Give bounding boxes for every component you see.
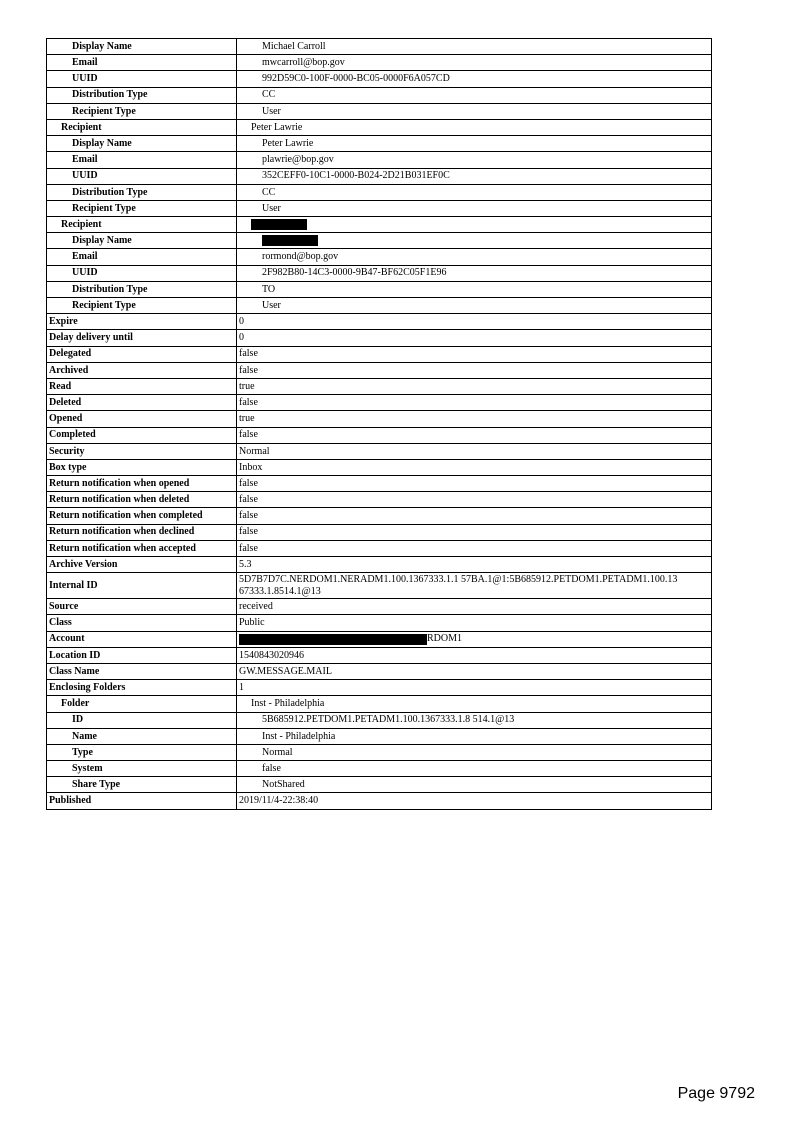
table-row	[47, 119, 712, 135]
property-value: Peter Lawrie	[237, 136, 712, 152]
property-key: Internal ID	[47, 573, 237, 599]
property-value: plawrie@bop.gov	[237, 152, 712, 168]
table-row	[47, 71, 712, 87]
table-row	[47, 103, 712, 119]
property-key: Recipient Type	[47, 103, 237, 119]
table-row	[47, 663, 712, 679]
property-key: Recipient Type	[47, 200, 237, 216]
property-key: Distribution Type	[47, 87, 237, 103]
table-row	[47, 362, 712, 378]
property-key: Class Name	[47, 663, 237, 679]
property-key: Recipient Type	[47, 298, 237, 314]
property-value: false	[237, 524, 712, 540]
table-row	[47, 314, 712, 330]
property-key: Return notification when opened	[47, 476, 237, 492]
property-value: false	[237, 508, 712, 524]
property-key: Archive Version	[47, 557, 237, 573]
property-key: Security	[47, 443, 237, 459]
property-value: 1540843020946	[237, 647, 712, 663]
property-key: Account	[47, 631, 237, 647]
table-row	[47, 87, 712, 103]
table-row	[47, 281, 712, 297]
property-value: Public	[237, 615, 712, 631]
property-key: UUID	[47, 71, 237, 87]
property-value: Normal	[237, 744, 712, 760]
property-key: Display Name	[47, 233, 237, 249]
table-row	[47, 168, 712, 184]
property-key: UUID	[47, 168, 237, 184]
property-key: Class	[47, 615, 237, 631]
property-key: Delay delivery until	[47, 330, 237, 346]
table-row	[47, 249, 712, 265]
property-key: Source	[47, 599, 237, 615]
property-value: NotShared	[237, 777, 712, 793]
property-key: Published	[47, 793, 237, 809]
property-value: rormond@bop.gov	[237, 249, 712, 265]
property-key: Type	[47, 744, 237, 760]
property-value: received	[237, 599, 712, 615]
property-key: Recipient	[47, 119, 237, 135]
property-value: false	[237, 761, 712, 777]
property-key: Display Name	[47, 136, 237, 152]
property-value: 352CEFF0-10C1-0000-B024-2D21B031EF0C	[237, 168, 712, 184]
table-row	[47, 330, 712, 346]
table-row	[47, 712, 712, 728]
property-value: User	[237, 200, 712, 216]
property-value: false	[237, 427, 712, 443]
property-value: Inst - Philadelphia	[237, 728, 712, 744]
property-key: UUID	[47, 265, 237, 281]
table-row	[47, 298, 712, 314]
property-value: GW.MESSAGE.MAIL	[237, 663, 712, 679]
property-value: User	[237, 103, 712, 119]
property-key: Archived	[47, 362, 237, 378]
table-row	[47, 573, 712, 599]
property-value: 1	[237, 680, 712, 696]
property-key: Return notification when completed	[47, 508, 237, 524]
redaction-block	[262, 235, 318, 246]
table-row	[47, 378, 712, 394]
property-key: Return notification when deleted	[47, 492, 237, 508]
property-key: Email	[47, 152, 237, 168]
property-value: mwcarroll@bop.gov	[237, 55, 712, 71]
property-key: Name	[47, 728, 237, 744]
table-row	[47, 411, 712, 427]
table-row	[47, 557, 712, 573]
table-row	[47, 233, 712, 249]
property-key: ID	[47, 712, 237, 728]
redaction-block	[251, 219, 307, 230]
table-row	[47, 136, 712, 152]
property-key: Expire	[47, 314, 237, 330]
property-key: Location ID	[47, 647, 237, 663]
table-row	[47, 184, 712, 200]
property-value: Normal	[237, 443, 712, 459]
property-value: Inbox	[237, 459, 712, 475]
table-row	[47, 728, 712, 744]
property-key: Opened	[47, 411, 237, 427]
property-key: Return notification when declined	[47, 524, 237, 540]
redaction-block	[239, 634, 427, 645]
property-value: false	[237, 476, 712, 492]
table-row	[47, 443, 712, 459]
property-value: false	[237, 540, 712, 556]
table-row	[47, 540, 712, 556]
property-key: Delegated	[47, 346, 237, 362]
table-row	[47, 647, 712, 663]
property-key: Enclosing Folders	[47, 680, 237, 696]
property-value: User	[237, 298, 712, 314]
table-row	[47, 524, 712, 540]
table-row	[47, 793, 712, 809]
property-key: Return notification when accepted	[47, 540, 237, 556]
property-key: Email	[47, 55, 237, 71]
property-key: Distribution Type	[47, 281, 237, 297]
property-value: Peter Lawrie	[237, 119, 712, 135]
page-number: Page 9792	[677, 1085, 755, 1102]
property-key: Box type	[47, 459, 237, 475]
table-row	[47, 631, 712, 647]
table-row	[47, 217, 712, 233]
property-value: Inst - Philadelphia	[237, 696, 712, 712]
property-value: Michael Carroll	[237, 39, 712, 55]
table-row	[47, 508, 712, 524]
property-key: Read	[47, 378, 237, 394]
property-value: CC	[237, 184, 712, 200]
table-row	[47, 696, 712, 712]
property-value: 0	[237, 314, 712, 330]
property-value: 5.3	[237, 557, 712, 573]
table-row	[47, 476, 712, 492]
property-value: false	[237, 362, 712, 378]
table-row	[47, 744, 712, 760]
table-row	[47, 680, 712, 696]
property-value-text: RDOM1	[427, 633, 463, 645]
table-row	[47, 599, 712, 615]
table-row	[47, 265, 712, 281]
property-key: Display Name	[47, 39, 237, 55]
property-key: Completed	[47, 427, 237, 443]
property-value: 5D7B7D7C.NERDOM1.NERADM1.100.1367333.1.1 57BA.1@1:5B685912.PETDOM1.PETADM1.100.13 67333.1.8514.1@13	[237, 573, 712, 599]
property-value	[237, 217, 712, 233]
properties-table-body	[47, 39, 712, 810]
property-value: true	[237, 378, 712, 394]
table-row	[47, 777, 712, 793]
property-value	[237, 233, 712, 249]
property-value	[237, 631, 712, 647]
property-key: Recipient	[47, 217, 237, 233]
table-row	[47, 152, 712, 168]
property-value: TO	[237, 281, 712, 297]
table-row	[47, 459, 712, 475]
property-value: false	[237, 492, 712, 508]
property-key: Email	[47, 249, 237, 265]
property-value: false	[237, 346, 712, 362]
property-value: 2019/11/4-22:38:40	[237, 793, 712, 809]
properties-table	[46, 38, 712, 810]
table-row	[47, 492, 712, 508]
table-row	[47, 395, 712, 411]
property-key: Share Type	[47, 777, 237, 793]
property-key: Distribution Type	[47, 184, 237, 200]
table-row	[47, 55, 712, 71]
table-row	[47, 200, 712, 216]
property-key: System	[47, 761, 237, 777]
property-value: 0	[237, 330, 712, 346]
property-value: 5B685912.PETDOM1.PETADM1.100.1367333.1.8 514.1@13	[237, 712, 712, 728]
property-value: 992D59C0-100F-0000-BC05-0000F6A057CD	[237, 71, 712, 87]
property-value: 2F982B80-14C3-0000-9B47-BF62C05F1E96	[237, 265, 712, 281]
table-row	[47, 615, 712, 631]
property-value: CC	[237, 87, 712, 103]
table-row	[47, 761, 712, 777]
property-value: false	[237, 395, 712, 411]
table-row	[47, 346, 712, 362]
property-key: Deleted	[47, 395, 237, 411]
property-key: Folder	[47, 696, 237, 712]
table-row	[47, 39, 712, 55]
property-value: true	[237, 411, 712, 427]
table-row	[47, 427, 712, 443]
